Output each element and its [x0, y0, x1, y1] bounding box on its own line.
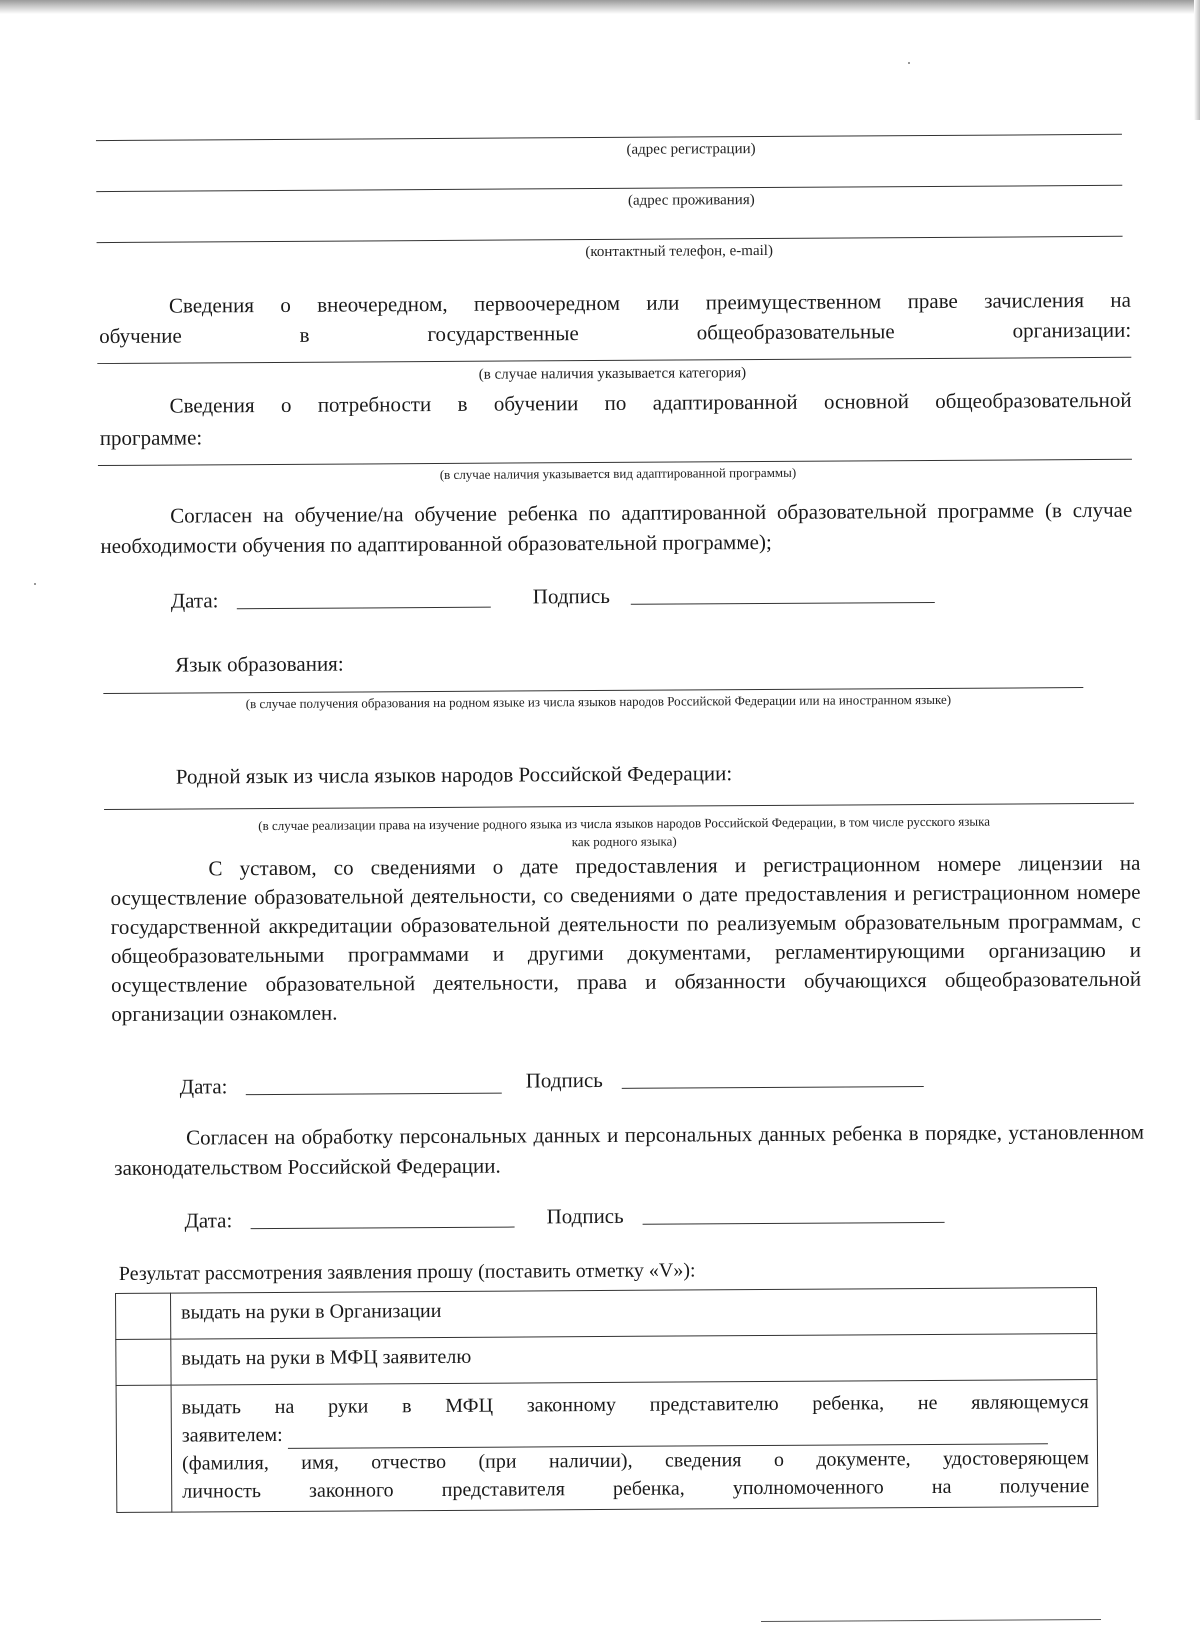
charter-ack-paragraph	[110, 849, 1141, 1029]
priority-right-text-2: обучение в государственные общеобразовательные организации:	[99, 317, 1132, 349]
page-bottom-fragment-line	[761, 1619, 1101, 1622]
result-option-label-1	[171, 1287, 1097, 1339]
result-option-row	[116, 1379, 1098, 1512]
signature-label-1: Подпись	[532, 583, 610, 609]
priority-right-paragraph-line2	[99, 315, 1131, 351]
adapted-need-line1	[99, 385, 1131, 421]
date-label-1: Дата:	[170, 588, 219, 613]
signature-field-2[interactable]	[622, 1086, 924, 1089]
result-heading: Результат рассмотрения заявления прошу (поставить отметку «V»):	[118, 1259, 696, 1285]
adapted-consent-text: Согласен на обучение/на обучение ребенка по адаптированной образовательной программе (в случае необходимости обучения по адаптированной образовательной программе);	[100, 497, 1133, 559]
adapted-need-text-2: программе:	[99, 425, 203, 451]
result-option-label-2	[171, 1333, 1097, 1385]
result-option-text-1: выдать на руки в Организации	[181, 1299, 442, 1324]
result-option-3-line-3: (фамилия, имя, отчество (при наличии), сведения о документе, удостоверяющем	[181, 1447, 1090, 1475]
contacts-caption: (контактный телефон, e-mail)	[585, 242, 773, 261]
scan-speck	[34, 583, 36, 585]
signature-label-3: Подпись	[546, 1203, 624, 1229]
signature-field-3[interactable]	[643, 1222, 945, 1225]
scan-speck	[908, 62, 910, 64]
charter-ack-text: С уставом, со сведениями о дате предоставления и регистрационном номере лицензии на осуществление образовательной деятельности, со сведениями о дате предоставления и регистрационном номере государственной аккредитации образовательной деятельности по реализуемым образовательным программам, с общеобразовательными программами и другими документами, регламентирующими организацию и осуществление образовательной деятельности, права и обязанности обучающихся общеобразовательной организации ознакомлен.	[110, 850, 1142, 1026]
native-language-line[interactable]	[104, 803, 1134, 810]
date-label-3: Дата:	[184, 1208, 233, 1233]
personal-data-consent-paragraph	[114, 1117, 1144, 1183]
result-option-checkbox-2[interactable]	[116, 1339, 171, 1385]
signature-field-1[interactable]	[631, 602, 935, 605]
adapted-program-caption: (в случае наличия указывается вид адаптированной программы)	[439, 464, 797, 482]
adapted-need-text-1: Сведения о потребности в обучении по адаптированной основной общеобразовательной	[169, 387, 1132, 418]
result-option-checkbox-1[interactable]	[116, 1293, 171, 1339]
education-language-caption: (в случае получения образования на родном языке из числа языков народов Российской Федерации или на иностранном языке)	[245, 691, 952, 712]
personal-data-consent-text: Согласен на обработку персональных данных и персональных данных ребенка в порядке, установленном законодательством Российской Федерации.	[114, 1119, 1145, 1180]
result-options-table	[115, 1287, 1098, 1513]
result-option-label-3	[171, 1379, 1098, 1512]
adapted-need-line2	[100, 417, 1132, 453]
priority-category-caption: (в случае наличия указывается категория)	[478, 365, 747, 383]
result-option-row	[116, 1333, 1097, 1385]
residence-address-caption: (адрес проживания)	[627, 192, 755, 209]
signature-label-2: Подпись	[525, 1067, 603, 1093]
date-label-2: Дата:	[179, 1074, 228, 1099]
result-option-3-applicant-label: заявителем:	[181, 1423, 283, 1447]
registration-address-caption: (адрес регистрации)	[626, 141, 756, 158]
priority-right-text-1: Сведения о внеочередном, первоочередном или преимущественном праве зачисления на	[168, 287, 1132, 318]
date-field-2[interactable]	[246, 1093, 502, 1096]
education-language-label: Язык образования:	[175, 651, 344, 677]
native-language-caption-1: (в случае реализации права на изучение родного языка из числа языков народов Российской Федерации, в том числе русского языка	[258, 813, 991, 834]
adapted-consent-paragraph	[100, 495, 1132, 561]
result-option-text-2: выдать на руки в МФЦ заявителю	[181, 1345, 472, 1370]
result-option-3-line-4: личность законного представителя ребенка, уполномоченного на получение	[182, 1475, 1090, 1503]
result-option-3-line-1: выдать на руки в МФЦ законному представителю ребенка, не являющемуся	[181, 1391, 1089, 1419]
date-field-1[interactable]	[237, 607, 491, 610]
native-language-label: Родной язык из числа языков народов Российской Федерации:	[175, 761, 733, 789]
result-option-checkbox-3[interactable]	[116, 1385, 172, 1512]
result-option-row	[116, 1287, 1097, 1339]
native-language-caption-2: как родного языка)	[571, 833, 677, 850]
date-field-3[interactable]	[251, 1227, 515, 1230]
